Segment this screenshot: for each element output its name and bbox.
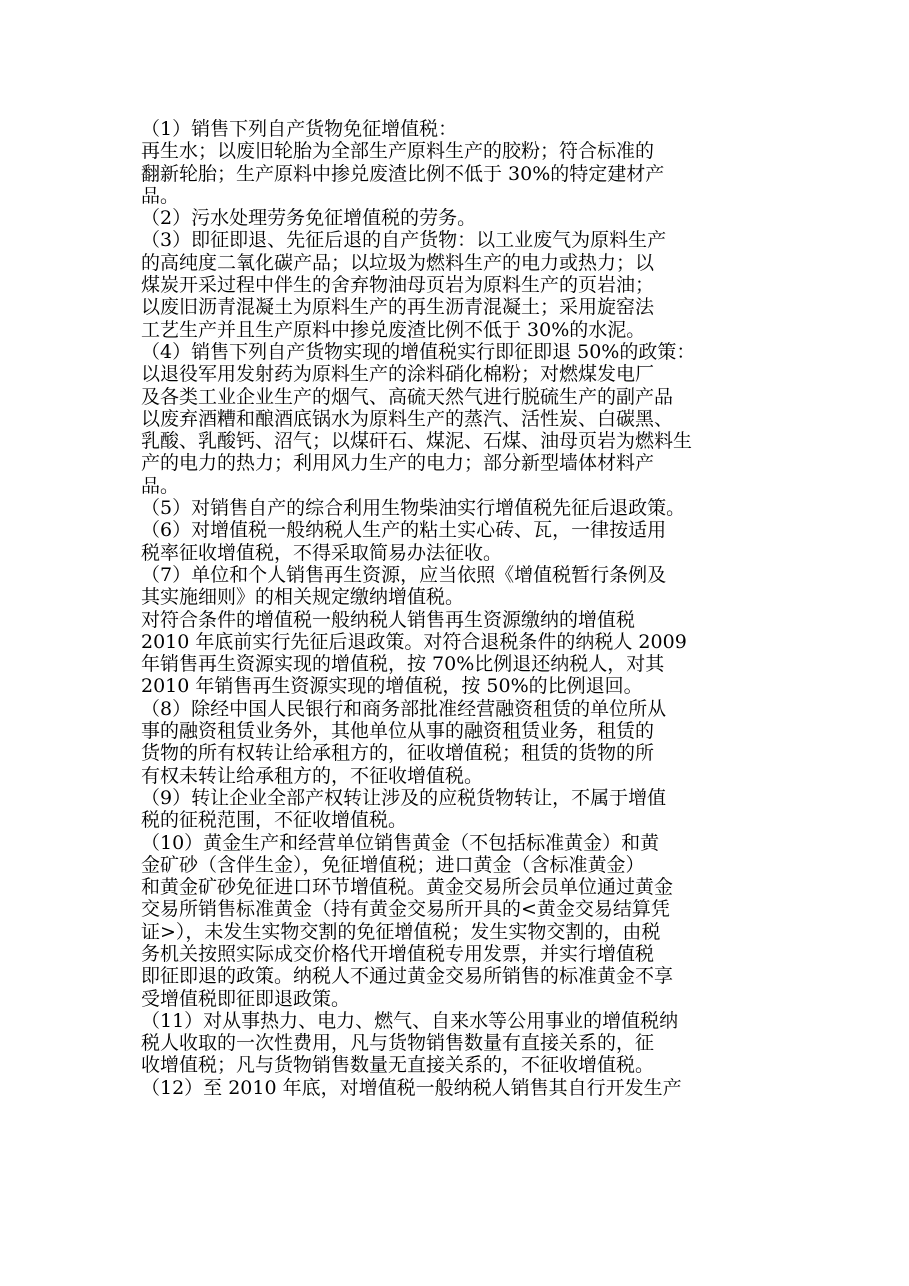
text-line: 产的电力的热力；利用风力生产的电力；部分新型墙体材料产 [141, 452, 655, 475]
text-line: 乳酸、乳酸钙、沼气；以煤矸石、煤泥、石煤、油母页岩为燃料生 [141, 430, 693, 453]
text-line: （8）除经中国人民银行和商务部批准经营融资租赁的单位所从 [141, 697, 667, 720]
text-line: 金矿砂（含伴生金），免征增值税；进口黄金（含标准黄金） [141, 853, 645, 876]
text-line: 翻新轮胎；生产原料中掺兑废渣比例不低于 30%的特定建材产 [141, 162, 665, 185]
text-line: 即征即退的政策。纳税人不通过黄金交易所销售的标准黄金不享 [141, 965, 674, 988]
text-line: 税率征收增值税，不得采取简易办法征收。 [141, 541, 503, 564]
text-line: （5）对销售自产的综合利用生物柴油实行增值税先征后退政策。 [141, 497, 686, 520]
text-line: 的高纯度二氧化碳产品；以垃圾为燃料生产的电力或热力；以 [141, 251, 655, 274]
text-line: 有权未转让给承租方的，不征收增值税。 [141, 764, 484, 787]
document-body [141, 118, 809, 1099]
text-line: 收增值税；凡与货物销售数量无直接关系的，不征收增值税。 [141, 1054, 655, 1077]
text-line: 工艺生产并且生产原料中掺兑废渣比例不低于 30%的水泥。 [141, 318, 646, 341]
text-line: 年销售再生资源实现的增值税，按 70%比例退还纳税人，对其 [141, 653, 665, 676]
text-line: 以废弃酒糟和酿酒底锅水为原料生产的蒸汽、活性炭、白碳黑、 [141, 407, 674, 430]
text-line: 煤炭开采过程中伴生的舍弃物油母页岩为原料生产的页岩油； [141, 274, 655, 297]
text-line: 和黄金矿砂免征进口环节增值税。黄金交易所会员单位通过黄金 [141, 876, 674, 899]
text-line: 再生水；以废旧轮胎为全部生产原料生产的胶粉；符合标准的 [141, 140, 655, 163]
text-line: 品。 [141, 184, 180, 207]
text-line: 及各类工业企业生产的烟气、高硫天然气进行脱硫生产的副产品 [141, 385, 674, 408]
text-line: （4）销售下列自产货物实现的增值税实行即征即退 50%的政策： [141, 340, 696, 363]
text-line: （1）销售下列自产货物免征增值税： [141, 118, 458, 140]
text-line: 受增值税即征即退政策。 [141, 987, 351, 1010]
text-line: 2010 年销售再生资源实现的增值税，按 50%的比例退回。 [141, 675, 643, 698]
text-line: （2）污水处理劳务免征增值税的劳务。 [141, 207, 477, 230]
text-line: 货物的所有权转让给承租方的，征收增值税；租赁的货物的所 [141, 742, 655, 765]
text-line: 务机关按照实际成交价格代开增值税专用发票，并实行增值税 [141, 942, 655, 965]
text-line: 对符合条件的增值税一般纳税人销售再生资源缴纳的增值税 [141, 608, 636, 631]
text-line: （9）转让企业全部产权转让涉及的应税货物转让，不属于增值 [141, 786, 667, 809]
text-line: （10）黄金生产和经营单位销售黄金（不包括标准黄金）和黄 [141, 831, 660, 854]
text-line: （7）单位和个人销售再生资源，应当依照《增值税暂行条例及 [141, 563, 667, 586]
text-line: 2010 年底前实行先征后退政策。对符合退税条件的纳税人 2009 [141, 630, 687, 653]
text-line: 证>），未发生实物交割的免征增值税；发生实物交割的，由税 [141, 920, 661, 943]
text-line: （12）至 2010 年底，对增值税一般纳税人销售其自行开发生产 [141, 1076, 682, 1099]
text-line: （3）即征即退、先征后退的自产货物：以工业废气为原料生产 [141, 229, 667, 252]
text-line: 税人收取的一次性费用，凡与货物销售数量有直接关系的，征 [141, 1032, 655, 1055]
text-line: 交易所销售标准黄金（持有黄金交易所开具的<黄金交易结算凭 [141, 898, 670, 921]
text-line: （6）对增值税一般纳税人生产的粘土实心砖、瓦，一律按适用 [141, 519, 667, 542]
text-line: 税的征税范围，不征收增值税。 [141, 809, 408, 832]
text-line: 以退役军用发射药为原料生产的涂料硝化棉粉；对燃煤发电厂 [141, 363, 655, 386]
text-line: 事的融资租赁业务外，其他单位从事的融资租赁业务，租赁的 [141, 720, 655, 743]
text-line: 品。 [141, 474, 180, 497]
text-line: 其实施细则》的相关规定缴纳增值税。 [141, 586, 465, 609]
text-line: 以废旧沥青混凝土为原料生产的再生沥青混凝土；采用旋窑法 [141, 296, 655, 319]
text-line: （11）对从事热力、电力、燃气、自来水等公用事业的增值税纳 [141, 1009, 679, 1032]
